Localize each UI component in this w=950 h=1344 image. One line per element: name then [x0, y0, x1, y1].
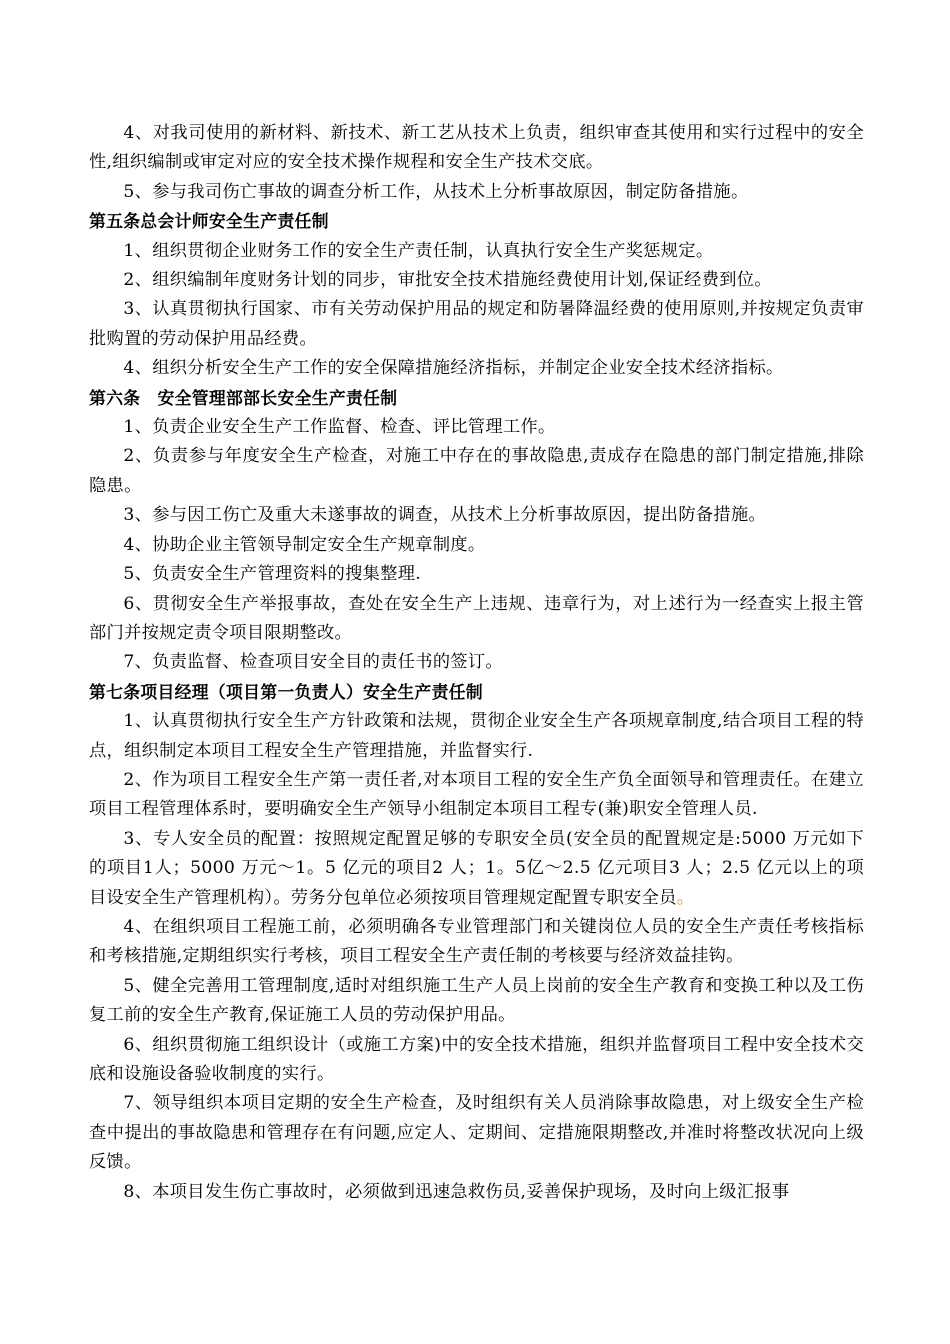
- paragraph-4-new-materials: 4、对我司使用的新材料、新技术、新工艺从技术上负责，组织审查其使用和实行过程中的安全性,组织编制或审定对应的安全技术操作规程和安全生产技术交底。: [89, 123, 864, 173]
- paragraph-5-1: 1、组织贯彻企业财务工作的安全生产责任制，认真执行安全生产奖惩规定。: [123, 240, 714, 261]
- paragraph-7-6: 6、组织贯彻施工组织设计（或施工方案)中的安全技术措施，组织并监督项目工程中安全技术交底和设施设备验收制度的实行。: [89, 1034, 864, 1084]
- document-body: [89, 119, 864, 1207]
- paragraph-5-2: 2、组织编制年度财务计划的同步，审批安全技术措施经费使用计划,保证经费到位。: [123, 270, 772, 291]
- section-heading-article-5: 第五条总会计师安全生产责任制: [89, 211, 329, 232]
- paragraph-6-1: 1、负责企业安全生产工作监督、检查、评比管理工作。: [123, 417, 556, 438]
- paragraph-7-8: 8、本项目发生伤亡事故时，必须做到迅速急救伤员,妥善保护现场，及时向上级汇报事: [123, 1181, 790, 1202]
- paragraph-5-3: 3、认真贯彻执行国家、市有关劳动保护用品的规定和防暑降温经费的使用原则,并按规定负责审批购置的劳动保护用品经费。: [89, 299, 864, 349]
- paragraph-7-7: 7、领导组织本项目定期的安全生产检查，及时组织有关人员消除事故隐患，对上级安全生产检查中提出的事故隐患和管理存在有问题,应定人、定期间、定措施限期整改,并准时将整改状况向上级反馈。: [89, 1093, 864, 1173]
- paragraph-6-3: 3、参与因工伤亡及重大未遂事故的调查，从技术上分析事故原因，提出防备措施。: [123, 505, 767, 526]
- paragraph-7-4: 4、在组织项目工程施工前，必须明确各专业管理部门和关键岗位人员的安全生产责任考核指标和考核措施,定期组织实行考核，项目工程安全生产责任制的考核要与经济效益挂钩。: [89, 916, 864, 967]
- paragraph-6-6: 6、贯彻安全生产举报事故，查处在安全生产上违规、违章行为，对上述行为一经查实上报主管部门并按规定责令项目限期整改。: [89, 593, 864, 643]
- paragraph-7-3-text: 3、专人安全员的配置：按照规定配置足够的专职安全员(安全员的配置规定是:5000 万元如下的项目1人；5000 万元～1。5 亿元的项目2 人；1。5亿～2.5 亿元项目3 人；2.5 亿元以上的项目设安全生产管理机构）。劳务分包单位必须按项目管理规定配置专职安全员: [89, 828, 864, 908]
- section-heading-article-7: 第七条项目经理（项目第一负责人）安全生产责任制: [89, 681, 484, 702]
- paragraph-5-accident-analysis: 5、参与我司伤亡事故的调查分析工作，从技术上分析事故原因，制定防备措施。: [123, 181, 749, 202]
- paragraph-6-5: 5、负责安全生产管理资料的搜集整理.: [123, 564, 422, 585]
- paragraph-7-3-mark: 。: [676, 887, 695, 908]
- paragraph-7-3: [89, 825, 864, 913]
- section-heading-article-6: 第六条 安全管理部部长安全生产责任制: [89, 387, 398, 408]
- paragraph-6-7: 7、负责监督、检查项目安全目的责任书的签订。: [123, 652, 503, 673]
- paragraph-7-2: 2、作为项目工程安全生产第一责任者,对本项目工程的安全生产负全面领导和管理责任。在建立项目工程管理体系时，要明确安全生产领导小组制定本项目工程专(兼)职安全管理人员.: [89, 769, 864, 820]
- paragraph-5-4: 4、组织分析安全生产工作的安全保障措施经济指标，并制定企业安全技术经济指标。: [123, 358, 784, 379]
- paragraph-7-1: 1、认真贯彻执行安全生产方针政策和法规，贯彻企业安全生产各项规章制度,结合项目工程的特点，组织制定本项目工程安全生产管理措施，并监督实行.: [89, 711, 864, 761]
- paragraph-7-5: 5、健全完善用工管理制度,适时对组织施工生产人员上岗前的安全生产教育和变换工种以及工伤复工前的安全生产教育,保证施工人员的劳动保护用品。: [89, 975, 864, 1026]
- paragraph-6-4: 4、协助企业主管领导制定安全生产规章制度。: [123, 534, 486, 555]
- paragraph-6-2: 2、负责参与年度安全生产检查，对施工中存在的事故隐患,责成存在隐患的部门制定措施,排除隐患。: [89, 446, 864, 496]
